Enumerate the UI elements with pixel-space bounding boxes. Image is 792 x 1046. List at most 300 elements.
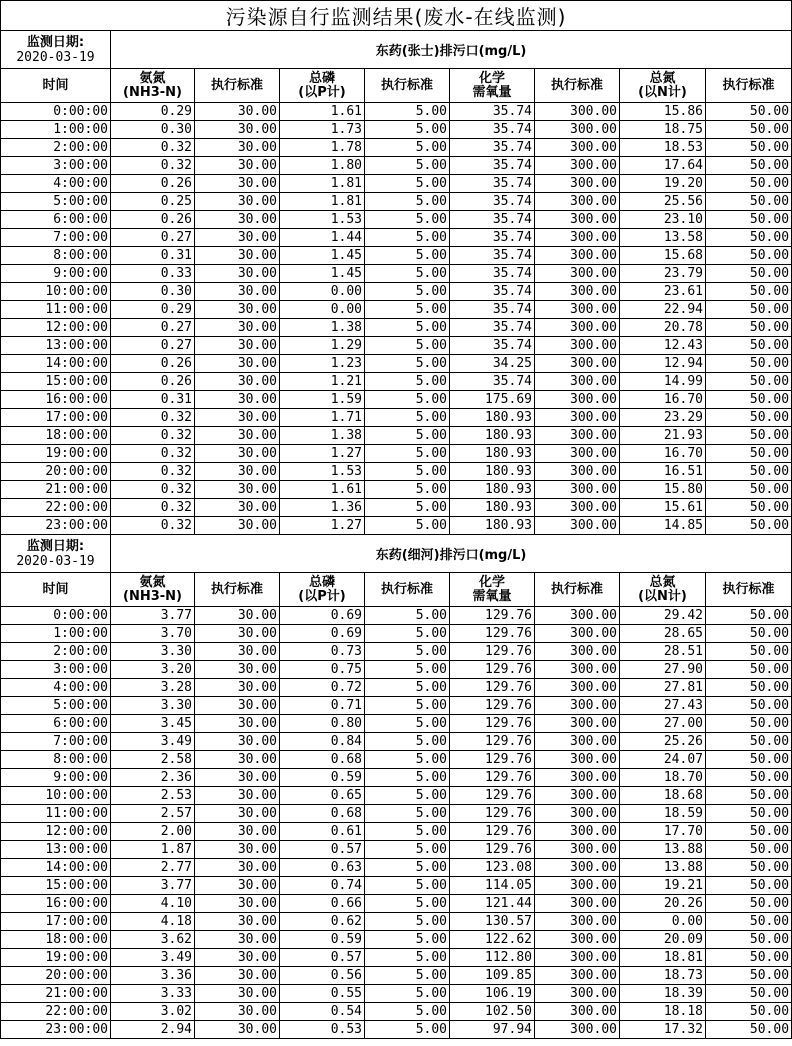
cell-ammonia-standard: 30.00 — [195, 625, 280, 643]
cell-ammonia-standard: 30.00 — [195, 1021, 280, 1039]
cell-phosphorus-standard: 5.00 — [365, 697, 450, 715]
cell-time: 12:00:00 — [1, 823, 111, 841]
table-row — [1, 787, 792, 805]
cell-cod-standard: 300.00 — [535, 499, 620, 517]
title-row — [1, 1, 792, 31]
cell-nitrogen: 19.20 — [620, 175, 706, 193]
cell-ammonia-standard: 30.00 — [195, 103, 280, 121]
cell-nitrogen-standard: 50.00 — [706, 1003, 792, 1021]
cell-ammonia-standard: 30.00 — [195, 139, 280, 157]
cell-ammonia-standard: 30.00 — [195, 481, 280, 499]
col-header-phosphorus — [280, 573, 365, 607]
cell-ammonia-standard: 30.00 — [195, 751, 280, 769]
cell-nitrogen: 29.42 — [620, 607, 706, 625]
cell-cod-standard: 300.00 — [535, 733, 620, 751]
cell-nitrogen: 18.70 — [620, 769, 706, 787]
cell-cod-standard: 300.00 — [535, 157, 620, 175]
cell-phosphorus: 0.80 — [280, 715, 365, 733]
cell-cod-standard: 300.00 — [535, 445, 620, 463]
cell-cod-standard: 300.00 — [535, 913, 620, 931]
cell-nitrogen-standard: 50.00 — [706, 805, 792, 823]
cell-cod-standard: 300.00 — [535, 301, 620, 319]
cell-nitrogen-standard: 50.00 — [706, 733, 792, 751]
cell-cod: 109.85 — [450, 967, 535, 985]
col-header-ammonia-line1: 氨氮 — [139, 70, 166, 86]
cell-time: 14:00:00 — [1, 859, 111, 877]
cell-ammonia-standard: 30.00 — [195, 391, 280, 409]
cell-phosphorus: 0.75 — [280, 661, 365, 679]
cell-ammonia: 0.31 — [111, 247, 195, 265]
cell-cod-standard: 300.00 — [535, 985, 620, 1003]
cell-phosphorus-standard: 5.00 — [365, 643, 450, 661]
cell-ammonia: 0.26 — [111, 355, 195, 373]
cell-nitrogen: 15.80 — [620, 481, 706, 499]
cell-cod: 102.50 — [450, 1003, 535, 1021]
cell-phosphorus: 0.66 — [280, 895, 365, 913]
cell-cod-standard: 300.00 — [535, 787, 620, 805]
cell-nitrogen: 16.70 — [620, 391, 706, 409]
cell-phosphorus: 1.38 — [280, 427, 365, 445]
cell-cod: 35.74 — [450, 139, 535, 157]
cell-phosphorus-standard: 5.00 — [365, 373, 450, 391]
cell-cod: 129.76 — [450, 697, 535, 715]
cell-phosphorus: 1.44 — [280, 229, 365, 247]
monitor-date-label: 监测日期: — [26, 538, 85, 554]
col-header-cod-line1: 化学 — [478, 574, 505, 590]
table-row — [1, 139, 792, 157]
cell-nitrogen: 18.68 — [620, 787, 706, 805]
table-row — [1, 355, 792, 373]
cell-nitrogen: 25.26 — [620, 733, 706, 751]
cell-nitrogen: 23.79 — [620, 265, 706, 283]
cell-ammonia-standard: 30.00 — [195, 913, 280, 931]
cell-phosphorus: 1.71 — [280, 409, 365, 427]
cell-nitrogen: 17.64 — [620, 157, 706, 175]
cell-phosphorus-standard: 5.00 — [365, 445, 450, 463]
cell-phosphorus-standard: 5.00 — [365, 769, 450, 787]
cell-ammonia: 1.87 — [111, 841, 195, 859]
cell-time: 2:00:00 — [1, 139, 111, 157]
cell-cod-standard: 300.00 — [535, 337, 620, 355]
cell-time: 17:00:00 — [1, 913, 111, 931]
col-header-nitrogen-line1: 总氮 — [649, 70, 676, 86]
cell-nitrogen-standard: 50.00 — [706, 175, 792, 193]
cell-nitrogen: 15.61 — [620, 499, 706, 517]
cell-ammonia-standard: 30.00 — [195, 193, 280, 211]
cell-time: 8:00:00 — [1, 751, 111, 769]
cell-nitrogen: 23.61 — [620, 283, 706, 301]
cell-phosphorus: 0.68 — [280, 805, 365, 823]
cell-nitrogen: 23.10 — [620, 211, 706, 229]
cell-phosphorus-standard: 5.00 — [365, 859, 450, 877]
cell-time: 7:00:00 — [1, 229, 111, 247]
table-row — [1, 625, 792, 643]
cell-ammonia: 3.33 — [111, 985, 195, 1003]
cell-ammonia-standard: 30.00 — [195, 409, 280, 427]
cell-time: 16:00:00 — [1, 391, 111, 409]
cell-time: 10:00:00 — [1, 787, 111, 805]
cell-nitrogen: 20.09 — [620, 931, 706, 949]
cell-time: 0:00:00 — [1, 607, 111, 625]
cell-phosphorus-standard: 5.00 — [365, 841, 450, 859]
cell-nitrogen-standard: 50.00 — [706, 445, 792, 463]
table-row — [1, 895, 792, 913]
cell-nitrogen-standard: 50.00 — [706, 625, 792, 643]
cell-ammonia: 0.25 — [111, 193, 195, 211]
cell-ammonia: 0.32 — [111, 463, 195, 481]
cell-time: 2:00:00 — [1, 643, 111, 661]
cell-nitrogen: 18.39 — [620, 985, 706, 1003]
cell-cod: 35.74 — [450, 301, 535, 319]
cell-phosphorus-standard: 5.00 — [365, 121, 450, 139]
cell-cod-standard: 300.00 — [535, 769, 620, 787]
cell-ammonia-standard: 30.00 — [195, 157, 280, 175]
table-row — [1, 391, 792, 409]
cell-time: 18:00:00 — [1, 931, 111, 949]
cell-time: 11:00:00 — [1, 805, 111, 823]
cell-cod: 35.74 — [450, 121, 535, 139]
cell-cod: 180.93 — [450, 499, 535, 517]
cell-cod-standard: 300.00 — [535, 373, 620, 391]
cell-time: 19:00:00 — [1, 445, 111, 463]
cell-nitrogen: 20.78 — [620, 319, 706, 337]
cell-time: 13:00:00 — [1, 841, 111, 859]
cell-nitrogen: 17.70 — [620, 823, 706, 841]
cell-phosphorus-standard: 5.00 — [365, 985, 450, 1003]
cell-time: 8:00:00 — [1, 247, 111, 265]
table-row — [1, 229, 792, 247]
cell-cod: 130.57 — [450, 913, 535, 931]
cell-phosphorus-standard: 5.00 — [365, 337, 450, 355]
cell-time: 4:00:00 — [1, 679, 111, 697]
cell-cod-standard: 300.00 — [535, 1021, 620, 1039]
cell-cod-standard: 300.00 — [535, 931, 620, 949]
cell-cod: 35.74 — [450, 175, 535, 193]
table-row — [1, 877, 792, 895]
table-row — [1, 319, 792, 337]
cell-phosphorus: 0.68 — [280, 751, 365, 769]
cell-ammonia-standard: 30.00 — [195, 499, 280, 517]
cell-phosphorus: 1.38 — [280, 319, 365, 337]
table-row — [1, 643, 792, 661]
cell-ammonia-standard: 30.00 — [195, 1003, 280, 1021]
cell-phosphorus-standard: 5.00 — [365, 139, 450, 157]
cell-phosphorus-standard: 5.00 — [365, 715, 450, 733]
cell-nitrogen-standard: 50.00 — [706, 373, 792, 391]
cell-phosphorus-standard: 5.00 — [365, 895, 450, 913]
cell-phosphorus: 0.57 — [280, 949, 365, 967]
cell-ammonia: 4.10 — [111, 895, 195, 913]
cell-cod: 34.25 — [450, 355, 535, 373]
cell-phosphorus-standard: 5.00 — [365, 319, 450, 337]
cell-cod: 180.93 — [450, 481, 535, 499]
cell-phosphorus-standard: 5.00 — [365, 949, 450, 967]
cell-cod: 35.74 — [450, 247, 535, 265]
cell-time: 3:00:00 — [1, 157, 111, 175]
cell-nitrogen-standard: 50.00 — [706, 895, 792, 913]
cell-cod-standard: 300.00 — [535, 229, 620, 247]
table-row — [1, 751, 792, 769]
cell-phosphorus: 0.57 — [280, 841, 365, 859]
cell-phosphorus: 0.71 — [280, 697, 365, 715]
cell-cod: 129.76 — [450, 733, 535, 751]
cell-ammonia: 0.30 — [111, 283, 195, 301]
cell-ammonia-standard: 30.00 — [195, 877, 280, 895]
cell-phosphorus: 0.59 — [280, 769, 365, 787]
cell-phosphorus: 0.62 — [280, 913, 365, 931]
section-header-row — [1, 31, 792, 69]
cell-phosphorus: 0.74 — [280, 877, 365, 895]
outlet-title: 东药(张士)排污口(mg/L) — [111, 31, 792, 69]
section-header-row — [1, 535, 792, 573]
cell-nitrogen: 15.68 — [620, 247, 706, 265]
cell-nitrogen-standard: 50.00 — [706, 949, 792, 967]
cell-time: 7:00:00 — [1, 733, 111, 751]
cell-phosphorus: 1.45 — [280, 265, 365, 283]
cell-time: 12:00:00 — [1, 319, 111, 337]
monitor-date-cell — [1, 31, 111, 69]
table-row — [1, 337, 792, 355]
cell-time: 14:00:00 — [1, 355, 111, 373]
cell-phosphorus-standard: 5.00 — [365, 733, 450, 751]
cell-nitrogen-standard: 50.00 — [706, 697, 792, 715]
cell-nitrogen: 13.88 — [620, 841, 706, 859]
cell-nitrogen-standard: 50.00 — [706, 265, 792, 283]
cell-ammonia: 0.32 — [111, 427, 195, 445]
table-row — [1, 283, 792, 301]
cell-nitrogen: 0.00 — [620, 913, 706, 931]
cell-nitrogen: 27.00 — [620, 715, 706, 733]
table-row — [1, 409, 792, 427]
cell-cod-standard: 300.00 — [535, 967, 620, 985]
table-row — [1, 301, 792, 319]
table-row — [1, 733, 792, 751]
cell-ammonia: 0.32 — [111, 445, 195, 463]
cell-phosphorus-standard: 5.00 — [365, 247, 450, 265]
table-row — [1, 715, 792, 733]
cell-ammonia: 3.62 — [111, 931, 195, 949]
cell-ammonia: 0.32 — [111, 481, 195, 499]
cell-ammonia: 2.00 — [111, 823, 195, 841]
cell-phosphorus: 0.55 — [280, 985, 365, 1003]
cell-ammonia-standard: 30.00 — [195, 247, 280, 265]
cell-ammonia-standard: 30.00 — [195, 373, 280, 391]
cell-nitrogen-standard: 50.00 — [706, 211, 792, 229]
cell-phosphorus-standard: 5.00 — [365, 607, 450, 625]
cell-time: 6:00:00 — [1, 211, 111, 229]
cell-phosphorus: 0.69 — [280, 607, 365, 625]
cell-ammonia-standard: 30.00 — [195, 121, 280, 139]
col-header-ammonia-line1: 氨氮 — [139, 574, 166, 590]
cell-phosphorus: 1.21 — [280, 373, 365, 391]
cell-phosphorus: 1.27 — [280, 445, 365, 463]
cell-nitrogen-standard: 50.00 — [706, 121, 792, 139]
cell-phosphorus: 0.00 — [280, 283, 365, 301]
cell-phosphorus-standard: 5.00 — [365, 877, 450, 895]
cell-nitrogen-standard: 50.00 — [706, 229, 792, 247]
cell-ammonia-standard: 30.00 — [195, 967, 280, 985]
cell-phosphorus: 1.27 — [280, 517, 365, 535]
cell-phosphorus-standard: 5.00 — [365, 427, 450, 445]
cell-nitrogen: 18.53 — [620, 139, 706, 157]
cell-cod: 180.93 — [450, 427, 535, 445]
cell-time: 3:00:00 — [1, 661, 111, 679]
cell-cod: 180.93 — [450, 517, 535, 535]
cell-nitrogen: 14.85 — [620, 517, 706, 535]
cell-phosphorus: 0.63 — [280, 859, 365, 877]
cell-cod: 112.80 — [450, 949, 535, 967]
cell-nitrogen-standard: 50.00 — [706, 787, 792, 805]
cell-cod: 35.74 — [450, 373, 535, 391]
cell-cod-standard: 300.00 — [535, 643, 620, 661]
cell-nitrogen: 15.86 — [620, 103, 706, 121]
cell-phosphorus-standard: 5.00 — [365, 175, 450, 193]
cell-ammonia: 2.57 — [111, 805, 195, 823]
cell-nitrogen-standard: 50.00 — [706, 301, 792, 319]
cell-nitrogen: 27.81 — [620, 679, 706, 697]
cell-cod-standard: 300.00 — [535, 859, 620, 877]
col-header-standard: 执行标准 — [535, 69, 620, 103]
cell-phosphorus: 0.59 — [280, 931, 365, 949]
cell-cod: 129.76 — [450, 679, 535, 697]
cell-time: 19:00:00 — [1, 949, 111, 967]
table-row — [1, 967, 792, 985]
cell-cod-standard: 300.00 — [535, 607, 620, 625]
monitor-date-value: 2020-03-19 — [16, 553, 95, 569]
cell-phosphorus: 0.54 — [280, 1003, 365, 1021]
cell-ammonia: 3.49 — [111, 949, 195, 967]
cell-ammonia: 0.32 — [111, 517, 195, 535]
cell-ammonia: 2.94 — [111, 1021, 195, 1039]
table-row — [1, 517, 792, 535]
cell-cod-standard: 300.00 — [535, 1003, 620, 1021]
cell-ammonia: 3.36 — [111, 967, 195, 985]
cell-nitrogen-standard: 50.00 — [706, 1021, 792, 1039]
cell-phosphorus-standard: 5.00 — [365, 103, 450, 121]
cell-nitrogen: 12.94 — [620, 355, 706, 373]
cell-cod-standard: 300.00 — [535, 481, 620, 499]
cell-ammonia-standard: 30.00 — [195, 301, 280, 319]
cell-nitrogen-standard: 50.00 — [706, 157, 792, 175]
cell-nitrogen: 16.51 — [620, 463, 706, 481]
cell-ammonia-standard: 30.00 — [195, 607, 280, 625]
cell-phosphorus-standard: 5.00 — [365, 481, 450, 499]
cell-time: 10:00:00 — [1, 283, 111, 301]
cell-ammonia: 0.32 — [111, 499, 195, 517]
cell-cod-standard: 300.00 — [535, 661, 620, 679]
table-row — [1, 463, 792, 481]
cell-phosphorus: 0.56 — [280, 967, 365, 985]
cell-cod: 106.19 — [450, 985, 535, 1003]
table-row — [1, 1003, 792, 1021]
cell-cod: 97.94 — [450, 1021, 535, 1039]
cell-cod-standard: 300.00 — [535, 823, 620, 841]
monitor-date-cell — [1, 535, 111, 573]
cell-time: 9:00:00 — [1, 769, 111, 787]
col-header-ammonia — [111, 69, 195, 103]
cell-ammonia-standard: 30.00 — [195, 769, 280, 787]
cell-cod: 121.44 — [450, 895, 535, 913]
cell-ammonia-standard: 30.00 — [195, 211, 280, 229]
cell-phosphorus-standard: 5.00 — [365, 625, 450, 643]
cell-nitrogen-standard: 50.00 — [706, 643, 792, 661]
cell-cod-standard: 300.00 — [535, 427, 620, 445]
cell-ammonia-standard: 30.00 — [195, 679, 280, 697]
cell-nitrogen: 22.94 — [620, 301, 706, 319]
cell-cod-standard: 300.00 — [535, 805, 620, 823]
cell-ammonia-standard: 30.00 — [195, 697, 280, 715]
col-header-standard: 执行标准 — [365, 573, 450, 607]
cell-cod: 180.93 — [450, 445, 535, 463]
col-header-cod-line2: 需氧量 — [472, 84, 512, 100]
col-header-phosphorus-line1: 总磷 — [308, 70, 335, 86]
cell-phosphorus-standard: 5.00 — [365, 193, 450, 211]
cell-cod-standard: 300.00 — [535, 895, 620, 913]
cell-nitrogen-standard: 50.00 — [706, 499, 792, 517]
cell-cod-standard: 300.00 — [535, 265, 620, 283]
cell-cod-standard: 300.00 — [535, 517, 620, 535]
cell-phosphorus-standard: 5.00 — [365, 301, 450, 319]
cell-nitrogen: 25.56 — [620, 193, 706, 211]
cell-phosphorus-standard: 5.00 — [365, 517, 450, 535]
cell-phosphorus: 1.23 — [280, 355, 365, 373]
table-row — [1, 193, 792, 211]
cell-ammonia: 0.32 — [111, 139, 195, 157]
cell-ammonia: 2.77 — [111, 859, 195, 877]
section-xihe — [1, 535, 792, 1039]
cell-nitrogen: 18.73 — [620, 967, 706, 985]
cell-nitrogen-standard: 50.00 — [706, 841, 792, 859]
cell-ammonia-standard: 30.00 — [195, 355, 280, 373]
cell-phosphorus: 1.45 — [280, 247, 365, 265]
cell-phosphorus: 1.81 — [280, 175, 365, 193]
cell-ammonia-standard: 30.00 — [195, 337, 280, 355]
monitor-date-label: 监测日期: — [26, 34, 85, 50]
cell-time: 9:00:00 — [1, 265, 111, 283]
table-row — [1, 427, 792, 445]
cell-ammonia-standard: 30.00 — [195, 805, 280, 823]
col-header-nitrogen-line2: (以N计) — [638, 588, 687, 604]
cell-ammonia: 3.77 — [111, 607, 195, 625]
cell-cod-standard: 300.00 — [535, 715, 620, 733]
cell-nitrogen: 27.43 — [620, 697, 706, 715]
cell-ammonia-standard: 30.00 — [195, 895, 280, 913]
cell-phosphorus: 1.36 — [280, 499, 365, 517]
table-row — [1, 121, 792, 139]
cell-ammonia: 0.32 — [111, 409, 195, 427]
cell-ammonia-standard: 30.00 — [195, 931, 280, 949]
cell-ammonia: 3.45 — [111, 715, 195, 733]
cell-nitrogen: 13.58 — [620, 229, 706, 247]
cell-ammonia: 0.32 — [111, 157, 195, 175]
cell-time: 5:00:00 — [1, 697, 111, 715]
cell-nitrogen-standard: 50.00 — [706, 661, 792, 679]
table-row — [1, 265, 792, 283]
cell-nitrogen-standard: 50.00 — [706, 391, 792, 409]
cell-ammonia-standard: 30.00 — [195, 265, 280, 283]
cell-ammonia: 0.27 — [111, 337, 195, 355]
table-row — [1, 481, 792, 499]
cell-ammonia-standard: 30.00 — [195, 661, 280, 679]
cell-nitrogen-standard: 50.00 — [706, 607, 792, 625]
cell-nitrogen-standard: 50.00 — [706, 247, 792, 265]
cell-cod-standard: 300.00 — [535, 247, 620, 265]
cell-phosphorus-standard: 5.00 — [365, 391, 450, 409]
cell-cod-standard: 300.00 — [535, 211, 620, 229]
cell-phosphorus: 0.73 — [280, 643, 365, 661]
table-row — [1, 175, 792, 193]
cell-ammonia: 0.30 — [111, 121, 195, 139]
